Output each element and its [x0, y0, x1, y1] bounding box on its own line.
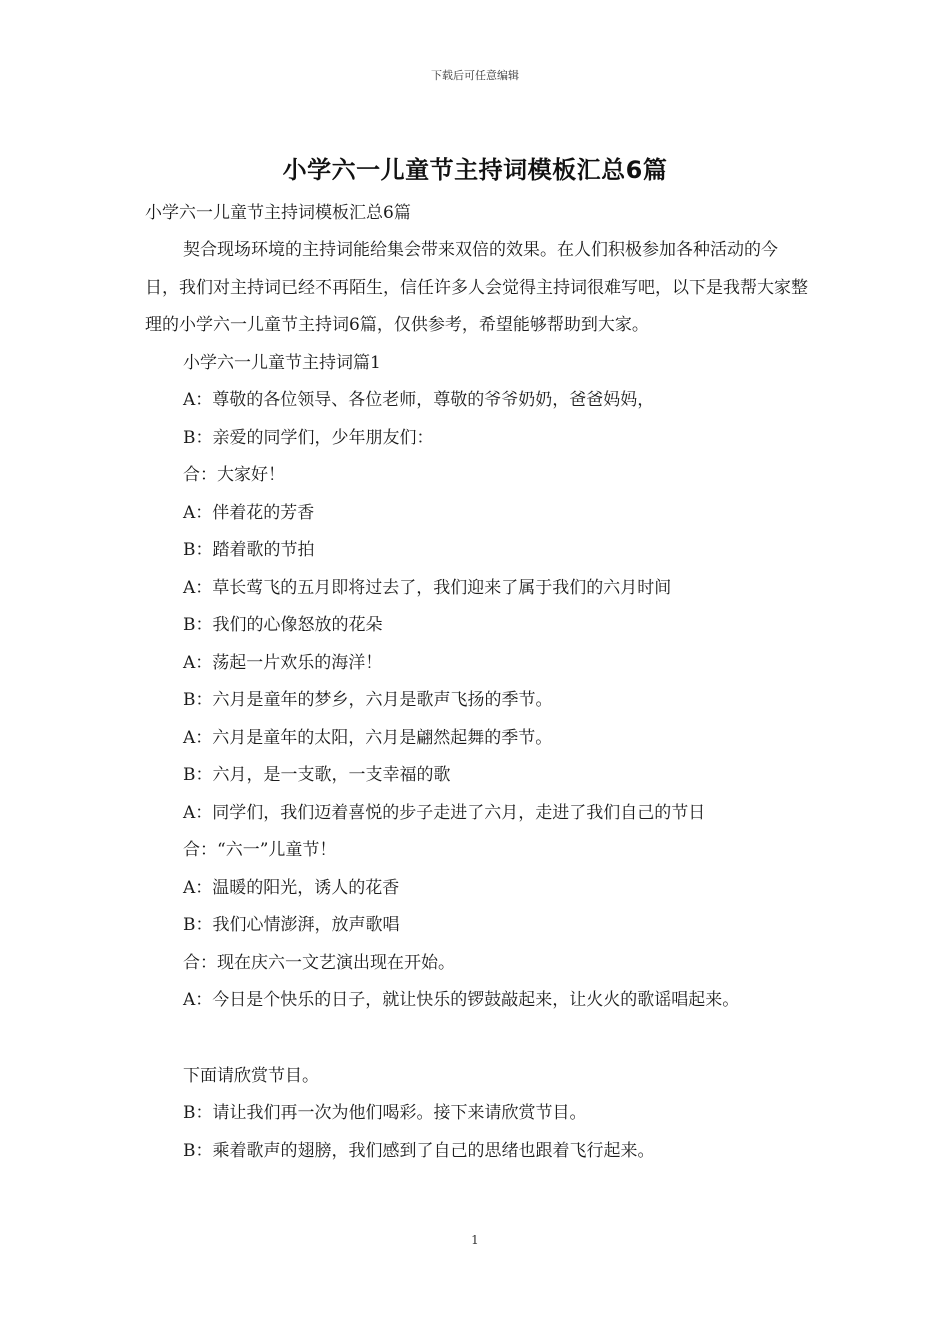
script-line: A：温暖的阳光，诱人的花香 [183, 877, 400, 898]
script-line: A：草长莺飞的五月即将过去了，我们迎来了属于我们的六月时间 [183, 577, 672, 598]
page-header-note: 下载后可任意编辑 [431, 69, 519, 82]
document-body [145, 198, 810, 1170]
script-line: A：今日是个快乐的日子，就让快乐的锣鼓敲起来，让火火的歌谣唱起来。 [183, 990, 740, 1010]
document-title: 小学六一儿童节主持词模板汇总6篇 [282, 156, 668, 184]
script-line: 下面请欣赏节目。 [183, 1065, 319, 1086]
intro-paragraph: 契合现场环境的主持词能给集会带来双倍的效果。在人们积极参加各种活动的今日，我们对主持词已经不再陌生，信任许多人会觉得主持词很难写吧，以下是我帮大家整理的小学六一儿童节主持词6篇，仅供参考，希望能够帮助到大家。 [145, 240, 808, 335]
section-heading: 小学六一儿童节主持词篇1 [183, 352, 381, 373]
document-subtitle: 小学六一儿童节主持词模板汇总6篇 [145, 203, 411, 223]
script-line: B：亲爱的同学们，少年朋友们： [183, 427, 434, 448]
script-line: A：伴着花的芳香 [183, 502, 315, 523]
script-line: A：同学们，我们迈着喜悦的步子走进了六月，走进了我们自己的节日 [183, 802, 706, 823]
page-number: 1 [471, 1233, 479, 1247]
script-line: A：六月是童年的太阳，六月是翩然起舞的季节。 [183, 727, 553, 748]
script-line: B：请让我们再一次为他们喝彩。接下来请欣赏节目。 [183, 1103, 587, 1123]
script-line: 合：“六一”儿童节！ [183, 840, 337, 860]
script-line: B：六月是童年的梦乡，六月是歌声飞扬的季节。 [183, 690, 553, 710]
script-line: B：我们的心像怒放的花朵 [183, 615, 383, 635]
script-line: B：我们心情澎湃，放声歌唱 [183, 915, 400, 935]
script-line: A：尊敬的各位领导、各位老师，尊敬的爷爷奶奶，爸爸妈妈， [183, 390, 655, 410]
script-line: B：踏着歌的节拍 [183, 540, 315, 560]
script-line: 合：大家好！ [183, 465, 285, 485]
script-lines [145, 345, 810, 1171]
script-line: A：荡起一片欢乐的海洋！ [183, 652, 383, 673]
script-line: B：乘着歌声的翅膀，我们感到了自己的思绪也跟着飞行起来。 [183, 1140, 655, 1161]
script-line: B：六月，是一支歌，一支幸福的歌 [183, 765, 451, 785]
script-line: 合：现在庆六一文艺演出现在开始。 [183, 952, 455, 973]
